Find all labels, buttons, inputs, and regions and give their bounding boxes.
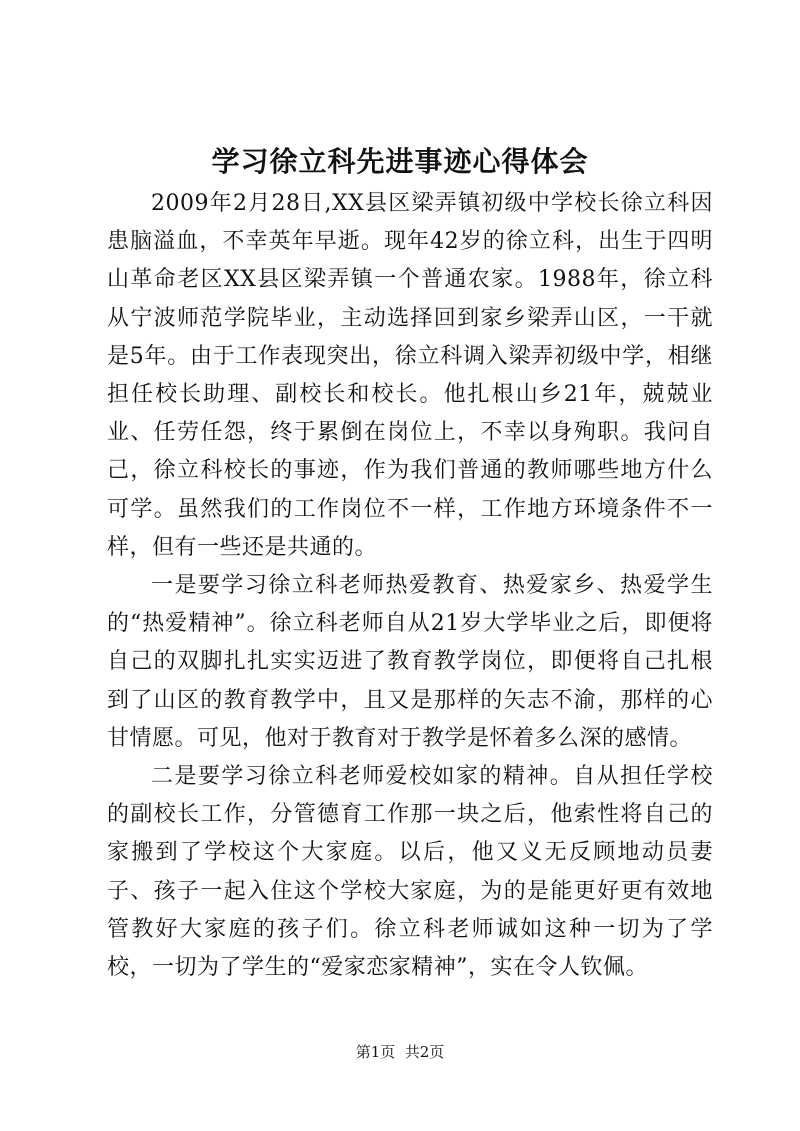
paragraph-3: 二是要学习徐立科老师爱校如家的精神。自从担任学校的副校长工作，分管德育工作那一块之后，他索性将自己的家搬到了学校这个大家庭。以后，他又义无反顾地动员妻子、孩子一起入住这个学校大家庭，为的是能更好更有效地管教好大家庭的孩子们。徐立科老师诚如这种一切为了学校，一切为了学生的“爱家恋家精神”，实在令人钦佩。 — [107, 764, 713, 981]
paragraph-1: 2009年2月28日,XX县区梁弄镇初级中学校长徐立科因患脑溢血，不幸英年早逝。现年42岁的徐立科，出生于四明山革命老区XX县区梁弄镇一个普通农家。1988年，徐立科从宁波师范学院毕业，主动选择回到家乡梁弄山区，一干就是5年。由于工作表现突出，徐立科调入梁弄初级中学，相继担任校长助理、副校长和校长。他扎根山乡21年，兢兢业业、任劳任怨，终于累倒在岗位上，不幸以身殉职。我问自己，徐立科校长的事迹，作为我们普通的教师哪些地方什么可学。虽然我们的工作岗位不一样，工作地方环境条件不一样，但有一些还是共通的。 — [107, 191, 713, 560]
paragraph-2: 一是要学习徐立科老师热爱教育、热爱家乡、热爱学生的“热爱精神”。徐立科老师自从21岁大学毕业之后，即便将自己的双脚扎扎实实迈进了教育教学岗位，即便将自己扎根到了山区的教育教学中，且又是那样的矢志不渝，那样的心甘情愿。可见，他对于教育对于教学是怀着多么深的感情。 — [107, 573, 713, 751]
page-number-label: 第1页 共2页 — [355, 1043, 445, 1061]
document-title: 学习徐立科先进事迹心得体会 — [211, 145, 589, 178]
document-body — [107, 185, 713, 987]
page-footer — [0, 1042, 800, 1062]
